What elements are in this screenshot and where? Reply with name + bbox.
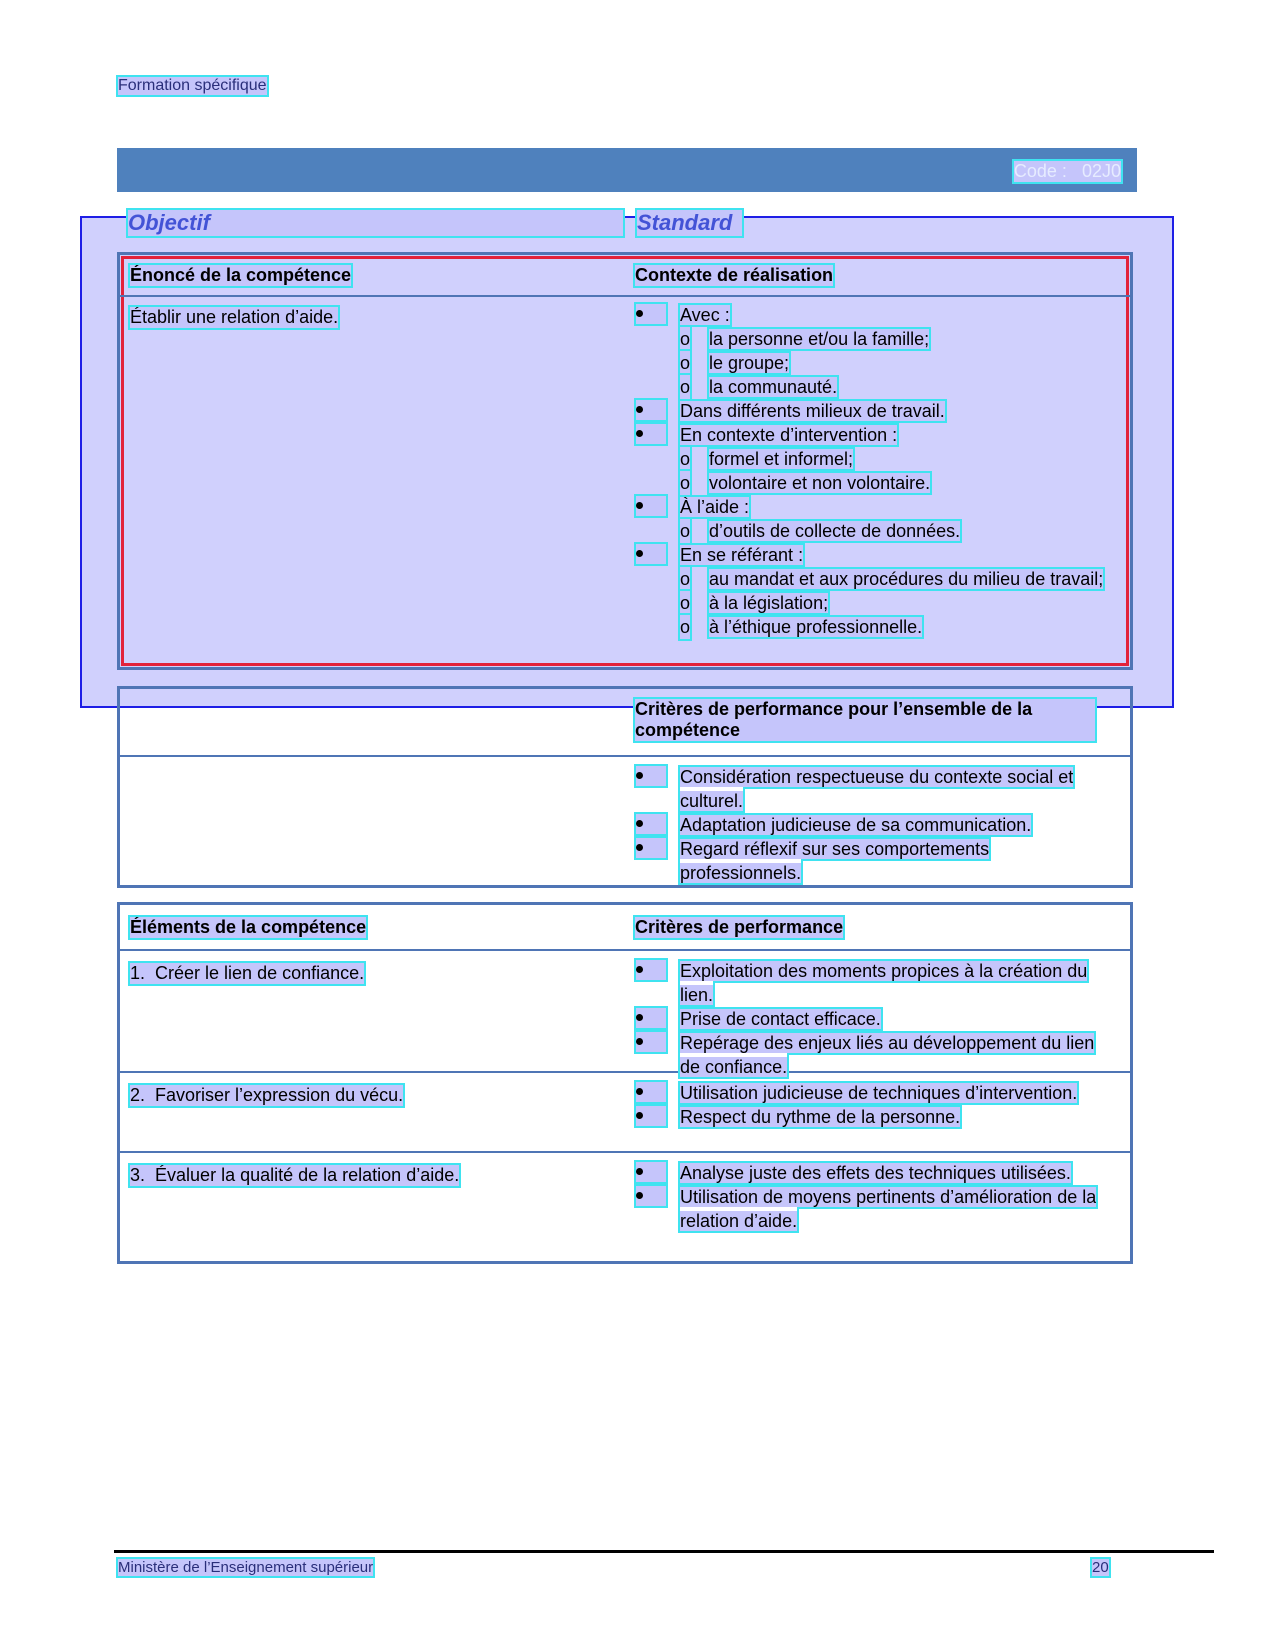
bullet-icon	[636, 400, 666, 420]
context-item	[635, 423, 1115, 495]
criteria-list	[635, 959, 1115, 1079]
criteria-cell	[635, 1073, 1115, 1129]
code-label	[1014, 161, 1121, 182]
competence-statement-header: Énoncé de la compétence	[130, 265, 352, 285]
table-row	[120, 297, 1130, 663]
criterion-item-text: Utilisation judicieuse de techniques d’intervention.	[680, 1083, 1078, 1103]
competence-context-table	[117, 252, 1133, 670]
table-header-row	[120, 689, 1130, 757]
context-subitem-text: la personne et/ou la famille;	[709, 329, 930, 349]
running-header: Formation spécifique	[118, 77, 267, 94]
context-list-container	[635, 297, 1115, 639]
criterion-item-text: Exploitation des moments propices à la création du lien.	[680, 961, 1088, 1005]
criterion-item	[635, 1031, 1115, 1079]
context-sublist	[680, 327, 1115, 399]
sub-bullet-icon: o	[680, 449, 691, 469]
context-subitem	[680, 567, 1115, 591]
bullet-icon	[636, 838, 666, 858]
context-sublist	[680, 447, 1115, 495]
criterion-item	[635, 1185, 1115, 1233]
context-subitem-text: à l’éthique professionnelle.	[709, 617, 923, 637]
context-subitem	[680, 471, 1115, 495]
criterion-item	[635, 1007, 1115, 1031]
criteria-cell	[635, 1153, 1115, 1233]
overall-criteria-list	[635, 765, 1115, 885]
context-subitem	[680, 615, 1115, 639]
bullet-icon	[636, 1082, 666, 1102]
context-item-text: Avec :	[680, 305, 730, 325]
context-subitem	[680, 375, 1115, 399]
elements-header: Éléments de la compétence	[130, 917, 367, 937]
sub-bullet-icon: o	[680, 593, 691, 613]
criteria-cell	[635, 951, 1115, 1079]
bullet-icon	[636, 496, 666, 516]
bullet-icon	[636, 814, 666, 834]
footer-ministry: Ministère de l’Enseignement supérieur	[118, 1559, 374, 1576]
bullet-icon	[636, 766, 666, 786]
criterion-item-text: Adaptation judicieuse de sa communication.	[680, 815, 1032, 835]
sub-bullet-icon: o	[680, 377, 691, 397]
element-number: 3.	[130, 1165, 146, 1185]
bullet-icon	[636, 1186, 666, 1206]
bullet-icon	[636, 1106, 666, 1126]
element-cell	[130, 1085, 622, 1106]
context-item	[635, 303, 1115, 399]
sub-bullet-icon: o	[680, 473, 691, 493]
table-row	[120, 1073, 1130, 1153]
context-subitem	[680, 519, 1115, 543]
context-header: Contexte de réalisation	[635, 265, 834, 285]
bullet-icon	[636, 960, 666, 980]
element-text: Favoriser l’expression du vécu.	[155, 1085, 404, 1105]
bullet-icon	[636, 424, 666, 444]
sub-bullet-icon: o	[680, 329, 691, 349]
bullet-icon	[636, 1008, 666, 1028]
sub-bullet-icon: o	[680, 617, 691, 637]
context-item-text: En contexte d’intervention :	[680, 425, 898, 445]
overall-criteria-list-container	[635, 757, 1115, 885]
context-subitem	[680, 591, 1115, 615]
table-header-row	[120, 255, 1130, 297]
context-subitem-text: à la législation;	[709, 593, 829, 613]
context-subitem-text: formel et informel;	[709, 449, 854, 469]
criterion-item-text: Utilisation de moyens pertinents d’amélioration de la relation d’aide.	[680, 1187, 1097, 1231]
context-sublist	[680, 519, 1115, 543]
context-item-text: En se référant :	[680, 545, 804, 565]
criterion-item-text: Repérage des enjeux liés au développement du lien de confiance.	[680, 1033, 1095, 1077]
code-bar	[117, 148, 1137, 192]
context-subitem	[680, 327, 1115, 351]
sub-bullet-icon: o	[680, 569, 691, 589]
context-sublist	[680, 567, 1115, 639]
element-cell	[130, 1165, 622, 1186]
element-text: Créer le lien de confiance.	[155, 963, 365, 983]
criterion-item	[635, 837, 1115, 885]
sub-bullet-icon: o	[680, 353, 691, 373]
context-subitem-text: le groupe;	[709, 353, 790, 373]
element-label	[130, 963, 364, 984]
overall-criteria-header: Critères de performance pour l’ensemble de la compétence	[635, 699, 1095, 741]
context-subitem-text: la communauté.	[709, 377, 838, 397]
code-label-text: Code :	[1013, 161, 1067, 181]
criterion-item	[635, 959, 1115, 1007]
bullet-icon	[636, 304, 666, 324]
criterion-item	[635, 1081, 1115, 1105]
bullet-icon	[636, 544, 666, 564]
criterion-item	[635, 1161, 1115, 1185]
context-item-text: Dans différents milieux de travail.	[680, 401, 945, 421]
performance-criteria-header: Critères de performance	[635, 917, 844, 937]
footer-rule	[114, 1550, 1214, 1553]
element-text: Évaluer la qualité de la relation d’aide.	[155, 1165, 460, 1185]
bullet-icon	[636, 1032, 666, 1052]
criteria-list	[635, 1161, 1115, 1233]
context-list	[635, 303, 1115, 639]
context-subitem	[680, 351, 1115, 375]
objectif-label: Objectif	[128, 210, 623, 236]
context-subitem-text: au mandat et aux procédures du milieu de travail;	[709, 569, 1104, 589]
criterion-item	[635, 813, 1115, 837]
table-row	[120, 1153, 1130, 1257]
criteria-list	[635, 1081, 1115, 1129]
element-cell	[130, 963, 622, 984]
element-label	[130, 1085, 403, 1106]
context-subitem-text: d’outils de collecte de données.	[709, 521, 961, 541]
context-item	[635, 495, 1115, 543]
elements-rows	[120, 951, 1130, 1257]
element-label	[130, 1165, 459, 1186]
context-item	[635, 543, 1115, 639]
context-item-text: À l’aide :	[680, 497, 750, 517]
bullet-icon	[636, 1162, 666, 1182]
criterion-item	[635, 765, 1115, 813]
competence-statement: Établir une relation d’aide.	[130, 307, 339, 327]
page-number: 20	[1092, 1559, 1109, 1576]
element-number: 2.	[130, 1085, 146, 1105]
table-row	[120, 951, 1130, 1077]
code-value: 02J0	[1081, 161, 1121, 181]
criterion-item-text: Analyse juste des effets des techniques utilisées.	[680, 1163, 1071, 1183]
table-row	[120, 757, 1130, 883]
criterion-item-text: Regard réflexif sur ses comportements professionnels.	[680, 839, 990, 883]
elements-criteria-table	[117, 902, 1133, 1264]
table-header-row	[120, 905, 1130, 951]
standard-label: Standard	[637, 210, 742, 236]
criterion-item-text: Respect du rythme de la personne.	[680, 1107, 961, 1127]
criterion-item-text: Prise de contact efficace.	[680, 1009, 881, 1029]
context-item	[635, 399, 1115, 423]
criterion-item-text: Considération respectueuse du contexte social et culturel.	[680, 767, 1074, 811]
criterion-item	[635, 1105, 1115, 1129]
context-subitem-text: volontaire et non volontaire.	[709, 473, 931, 493]
context-subitem	[680, 447, 1115, 471]
element-number: 1.	[130, 963, 146, 983]
overall-criteria-table	[117, 686, 1133, 888]
sub-bullet-icon: o	[680, 521, 691, 541]
